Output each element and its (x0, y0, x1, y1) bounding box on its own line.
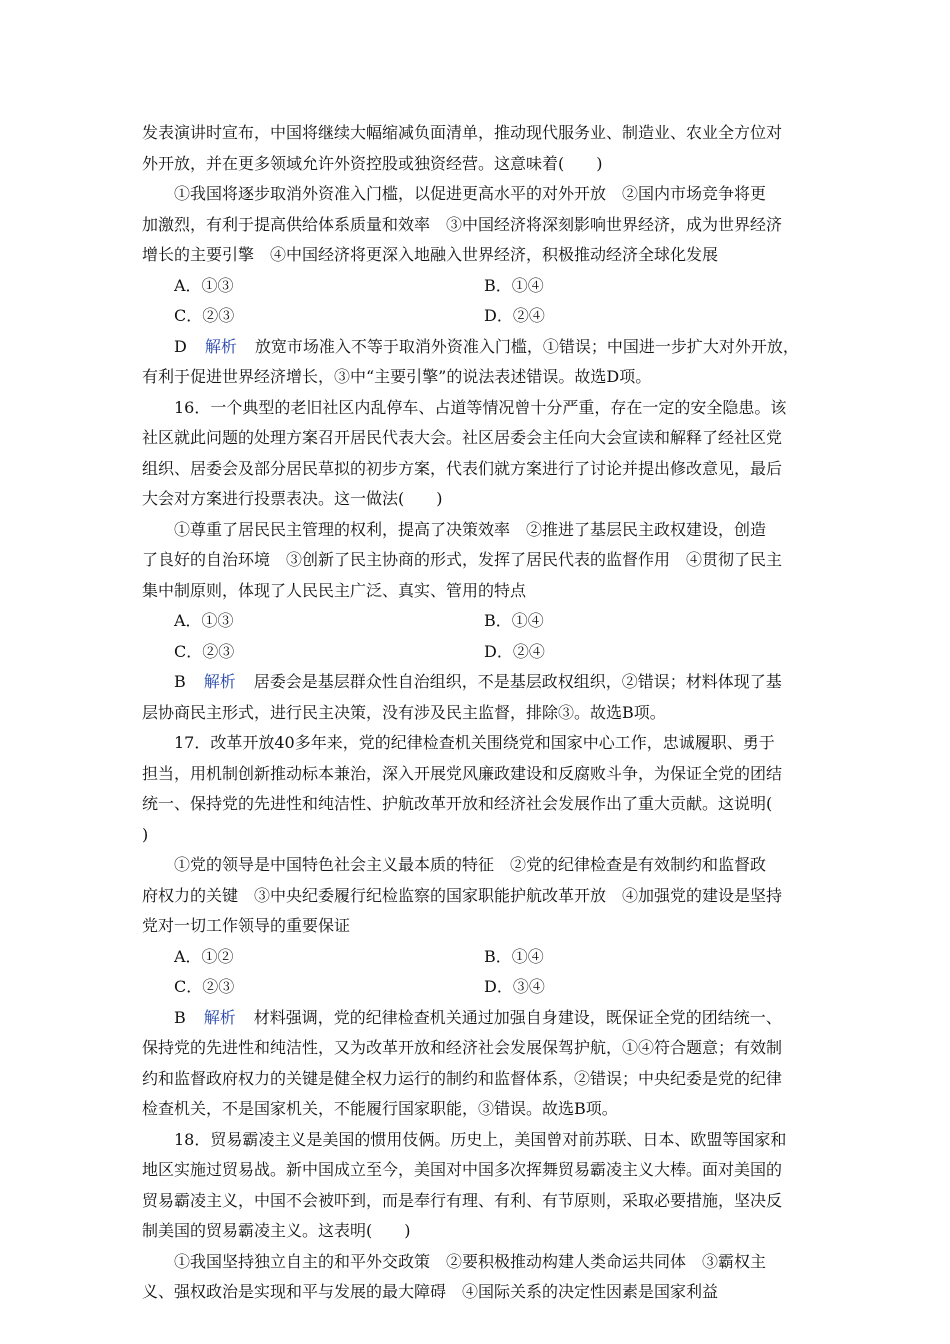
analysis-line (142, 332, 814, 363)
question-15 (142, 118, 814, 393)
option-a: A．①③ (174, 611, 234, 630)
option-a: A．①③ (174, 275, 234, 295)
statement-line: 加激烈，有利于提高供给体系质量和效率 ③中国经济将深刻影响世界经济，成为世界经济 (142, 214, 783, 234)
statement-line: ①我国将逐步取消外资准入门槛，以促进更高水平的对外开放 ②国内市场竞争将更 (174, 184, 767, 203)
option-row (142, 972, 814, 1003)
option-b: B．①④ (484, 611, 544, 630)
analysis-line (142, 1003, 814, 1034)
option-row (142, 942, 814, 973)
question-stem-line: 制美国的贸易霸凌主义。这表明( ) (142, 1221, 411, 1240)
answer-letter: B (174, 672, 186, 691)
question-16 (142, 393, 814, 729)
page-content (142, 118, 814, 1308)
option-d: D．②④ (484, 306, 545, 325)
question-18 (142, 1125, 814, 1308)
analysis-line: 检查机关，不是国家机关，不能履行国家职能，③错误。故选B项。 (142, 1099, 618, 1118)
statement-line: 府权力的关键 ③中央纪委履行纪检监察的国家职能护航改革开放 ④加强党的建设是坚持 (142, 885, 783, 905)
option-row (142, 637, 814, 668)
analysis-text: 居委会是基层群众性自治组织，不是基层政权组织，②错误；材料体现了基 (253, 672, 782, 691)
option-row (142, 606, 814, 637)
analysis-label: 解析 (203, 672, 236, 691)
analysis-line: 有利于促进世界经济增长，③中“主要引擎”的说法表述错误。故选D项。 (142, 367, 652, 386)
question-stem-line: 17．改革开放40多年来，党的纪律检查机关围绕党和国家中心工作，忠诚履职、勇于 (174, 733, 775, 752)
option-c: C．②③ (174, 306, 235, 325)
analysis-text: 放宽市场准入不等于取消外资准入门槛，①错误；中国进一步扩大对外开放， (254, 336, 799, 356)
option-row (142, 271, 814, 302)
question-17 (142, 728, 814, 1125)
analysis-line: 层协商民主形式，进行民主决策，没有涉及民主监督，排除③。故选B项。 (142, 702, 666, 722)
question-stem-line: 16．一个典型的老旧社区内乱停车、占道等情况曾十分严重，存在一定的安全隐患。该 (174, 397, 787, 417)
question-stem-line: 发表演讲时宣布，中国将继续大幅缩减负面清单，推动现代服务业、制造业、农业全方位对 (142, 123, 783, 142)
analysis-line: 保持党的先进性和纯洁性，又为改革开放和经济社会发展保驾护航，①④符合题意；有效制 (142, 1038, 783, 1057)
statement-line: 增长的主要引擎 ④中国经济将更深入地融入世界经济，积极推动经济全球化发展 (142, 245, 719, 264)
question-stem-line: 18．贸易霸凌主义是美国的惯用伎俩。历史上，美国曾对前苏联、日本、欧盟等国家和 (174, 1129, 787, 1149)
analysis-text: 材料强调，党的纪律检查机关通过加强自身建设，既保证全党的团结统一、 (253, 1007, 782, 1027)
analysis-line (142, 667, 814, 698)
question-stem-line: 地区实施过贸易战。新中国成立至今，美国对中国多次挥舞贸易霸凌主义大棒。面对美国的 (142, 1160, 783, 1179)
option-b: B．①④ (484, 275, 544, 295)
question-stem-line: 大会对方案进行投票表决。这一做法( ) (142, 489, 443, 508)
option-c: C．②③ (174, 977, 235, 996)
question-stem-line: 社区就此问题的处理方案召开居民代表大会。社区居委会主任向大会宣读和解释了经社区党 (142, 428, 783, 447)
question-stem-line: 组织、居委会及部分居民草拟的初步方案，代表们就方案进行了讨论并提出修改意见，最后 (142, 458, 783, 478)
question-stem-line: 外开放，并在更多领域允许外资控股或独资经营。这意味着( ) (142, 153, 603, 173)
option-d: D．③④ (484, 977, 545, 996)
option-a: A．①② (174, 946, 234, 966)
option-row (142, 301, 814, 332)
question-stem-line: 统一、保持党的先进性和纯洁性、护航改革开放和经济社会发展作出了重大贡献。这说明( (142, 794, 773, 813)
answer-letter: D (174, 336, 187, 356)
option-d: D．②④ (484, 641, 545, 661)
option-b: B．①④ (484, 946, 544, 966)
analysis-label: 解析 (203, 1007, 236, 1027)
analysis-line: 约和监督政府权力的关键是健全权力运行的制约和监督体系，②错误；中央纪委是党的纪律 (142, 1068, 783, 1088)
statement-line: ①党的领导是中国特色社会主义最本质的特征 ②党的纪律检查是有效制约和监督政 (174, 855, 767, 874)
statement-line: 党对一切工作领导的重要保证 (142, 916, 351, 935)
analysis-label: 解析 (204, 336, 237, 356)
question-stem-line: 担当，用机制创新推动标本兼治，深入开展党风廉政建设和反腐败斗争，为保证全党的团结 (142, 763, 783, 783)
question-stem-line: 贸易霸凌主义，中国不会被吓到，而是奉行有理、有利、有节原则，采取必要措施，坚决反 (142, 1190, 783, 1210)
statement-line: 义、强权政治是实现和平与发展的最大障碍 ④国际关系的决定性因素是国家利益 (142, 1282, 719, 1301)
answer-letter: B (174, 1007, 186, 1027)
option-c: C．②③ (174, 641, 235, 661)
question-stem-line: ) (142, 824, 149, 844)
statement-line: 集中制原则，体现了人民民主广泛、真实、管用的特点 (142, 580, 527, 600)
statement-line: ①我国坚持独立自主的和平外交政策 ②要积极推动构建人类命运共同体 ③霸权主 (174, 1251, 767, 1271)
statement-line: 了良好的自治环境 ③创新了民主协商的形式，发挥了居民代表的监督作用 ④贯彻了民主 (142, 550, 783, 569)
statement-line: ①尊重了居民民主管理的权利，提高了决策效率 ②推进了基层民主政权建设，创造 (174, 519, 767, 539)
